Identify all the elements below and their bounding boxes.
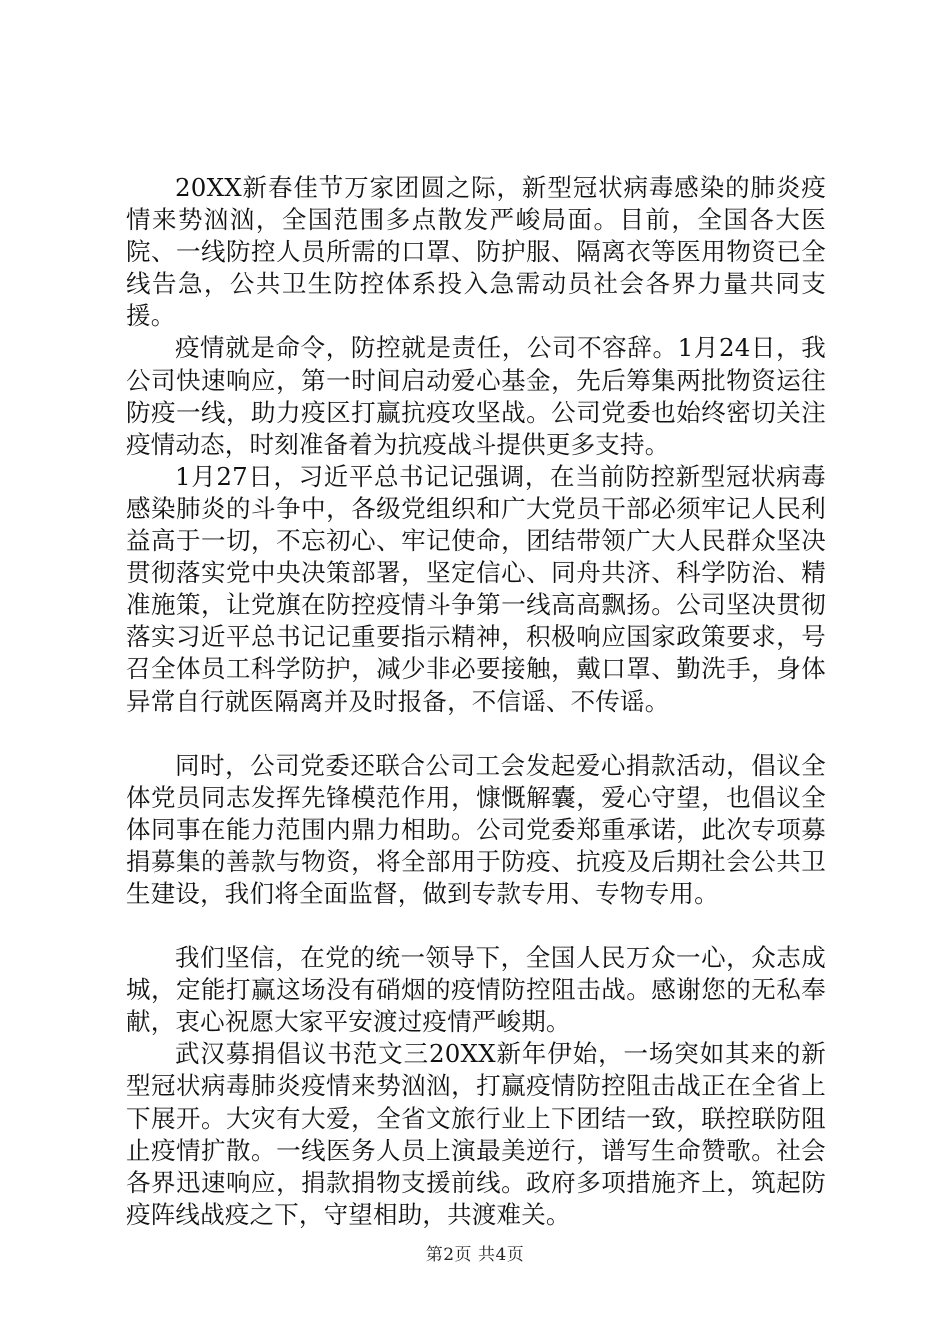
paragraph-1: 20XX新春佳节万家团圆之际，新型冠状病毒感染的肺炎疫情来势汹汹，全国范围多点散发严峻局面。目前，全国各大医院、一线防控人员所需的口罩、防护服、隔离衣等医用物资已全线告急，公共卫生防控体系投入急需动员社会各界力量共同支援。 [126,173,826,331]
paragraph-3: 1月27日，习近平总书记记强调，在当前防控新型冠状病毒感染肺炎的斗争中，各级党组织和广大党员干部必须牢记人民利益高于一切，不忘初心、牢记使命，团结带领广大人民群众坚决贯彻落实党中央决策部署，坚定信心、同舟共济、科学防治、精准施策，让党旗在防控疫情斗争第一线高高飘扬。公司坚决贯彻落实习近平总书记记重要指示精神，积极响应国家政策要求，号召全体员工科学防护，减少非必要接触，戴口罩、勤洗手，身体异常自行就医隔离并及时报备，不信谣、不传谣。 [126,461,826,716]
paragraph-6: 武汉募捐倡议书范文三20XX新年伊始，一场突如其来的新型冠状病毒肺炎疫情来势汹汹，打赢疫情防控阻击战正在全省上下展开。大灾有大爱，全省文旅行业上下团结一致，联控联防阻止疫情扩散。一线医务人员上演最美逆行，谱写生命赞歌。社会各界迅速响应，捐款捐物支援前线。政府多项措施齐上，筑起防疫阵线战疫之下，守望相助，共渡难关。 [126,1039,826,1229]
paragraph-2: 疫情就是命令，防控就是责任，公司不容辞。1月24日，我公司快速响应，第一时间启动爱心基金，先后筹集两批物资运往防疫一线，助力疫区打赢抗疫攻坚战。公司党委也始终密切关注疫情动态，时刻准备着为抗疫战斗提供更多支持。 [126,333,826,459]
paragraph-4: 同时，公司党委还联合公司工会发起爱心捐款活动，倡议全体党员同志发挥先锋模范作用，慷慨解囊，爱心守望，也倡议全体同事在能力范围内鼎力相助。公司党委郑重承诺，此次专项募捐募集的善款与物资，将全部用于防疫、抗疫及后期社会公共卫生建设，我们将全面监督，做到专款专用、专物专用。 [126,750,826,908]
document-body [126,172,826,1231]
paragraph-5: 我们坚信，在党的统一领导下，全国人民万众一心，众志成城，定能打赢这场没有硝烟的疫情防控阻击战。感谢您的无私奉献，衷心祝愿大家平安渡过疫情严峻期。 [126,943,826,1037]
page-number-footer: 第2页 共4页 [425,1245,525,1265]
